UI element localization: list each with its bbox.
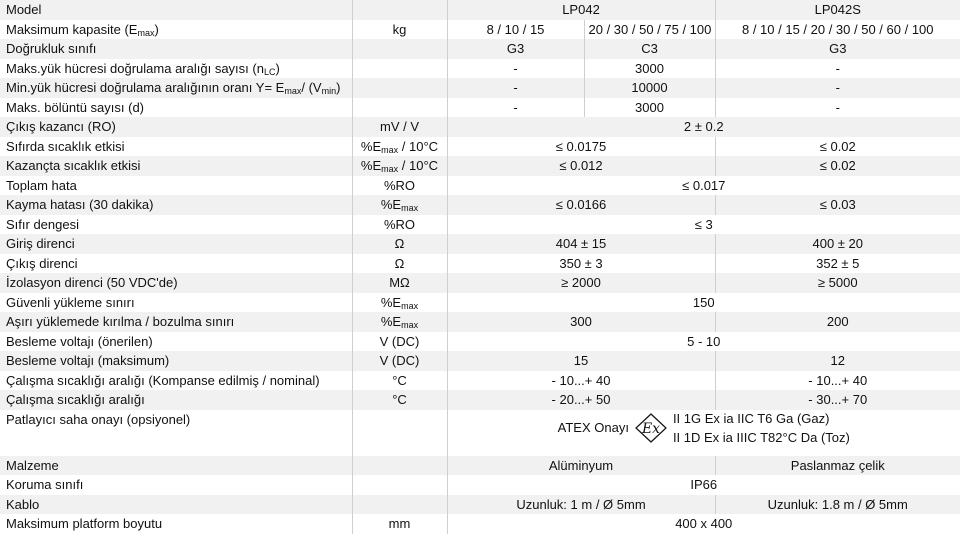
material-lp042s: Paslanmaz çelik	[715, 456, 960, 476]
unit-output-res: Ω	[352, 254, 447, 274]
label-output: Çıkış kazancı (RO)	[0, 117, 352, 137]
divisions-lp042-a: -	[447, 98, 584, 118]
label-temp-operating: Çalışma sıcaklığı aralığı	[0, 390, 352, 410]
unit-input-res: Ω	[352, 234, 447, 254]
row-supply-recommended	[0, 332, 960, 352]
label-temp-compensated: Çalışma sıcaklığı aralığı (Kompanse edilmiş / nominal)	[0, 371, 352, 391]
row-input-res	[0, 234, 960, 254]
label-ratio: Min.yük hücresi doğrulama aralığının oranı $Y= E_{max}/$ $(V_{min})$	[0, 78, 352, 98]
unit-temp-compensated: °C	[352, 371, 447, 391]
row-output-res	[0, 254, 960, 274]
supply-recommended-value: 5 - 10	[687, 333, 721, 349]
label-zero-balance: Sıfır dengesi	[0, 215, 352, 235]
svg-text:Ex: Ex	[641, 420, 660, 437]
row-accuracy	[0, 39, 960, 59]
capacity-lp042-b: 20 / 30 / 50 / 75 / 100	[584, 20, 715, 40]
temp-operating-lp042s: - 30...+ 70	[715, 390, 960, 410]
row-supply-max	[0, 351, 960, 371]
platform-value: 400 x 400	[675, 516, 733, 532]
label-divisions: Maks. bölüntü sayısı (d)	[0, 98, 352, 118]
supply-max-lp042: 15	[447, 351, 715, 371]
label-supply-max: Besleme voltajı (maksimum)	[0, 351, 352, 371]
nlc-lp042s: -	[835, 60, 840, 76]
creep-lp042: ≤ 0.0166	[447, 195, 715, 215]
label-model: Model	[0, 0, 352, 20]
label-capacity: Maksimum kapasite $(E_{max})$	[0, 20, 352, 40]
row-divisions	[0, 98, 960, 118]
row-zero-balance	[0, 215, 960, 235]
input-res-lp042: 404 ± 15	[447, 234, 715, 254]
ratio-lp042s: -	[715, 78, 960, 98]
unit-capacity: kg	[352, 20, 447, 40]
atex-approval	[447, 410, 960, 456]
row-capacity	[0, 20, 960, 40]
ratio-lp042-b: 10000	[584, 78, 715, 98]
label-creep: Kayma hatası (30 dakika)	[0, 195, 352, 215]
nlc-lp042-b: 3000	[584, 59, 715, 79]
model-lp042: LP042	[447, 0, 715, 20]
insulation-lp042s: ≥ 5000	[715, 273, 960, 293]
total-error-value: ≤ 0.017	[682, 177, 726, 193]
temp-compensated-lp042s: - 10...+ 40	[808, 372, 868, 388]
row-total-error	[0, 176, 960, 196]
capacity-lp042s: 8 / 10 / 15 / 20 / 30 / 50 / 60 / 100	[741, 21, 934, 37]
unit-safe-load: $\%E_{max}$	[352, 293, 447, 313]
protection-value: IP66	[690, 477, 718, 493]
label-material: Malzeme	[0, 456, 352, 476]
unit-platform: mm	[352, 514, 447, 534]
label-protection: Koruma sınıfı	[0, 475, 352, 495]
accuracy-lp042-a: G3	[447, 39, 584, 59]
unit-temp-operating: °C	[352, 390, 447, 410]
unit-supply-recommended: V (DC)	[352, 332, 447, 352]
unit-creep: $\%E_{max}$	[352, 195, 447, 215]
row-zero-temp	[0, 137, 960, 157]
unit-zero-temp: $\%E_{max} / 10^\circ C$	[352, 137, 447, 157]
accuracy-lp042-b: C3	[584, 39, 715, 59]
safe-load-value: 150	[692, 294, 715, 310]
label-output-res: Çıkış direnci	[0, 254, 352, 274]
label-zero-temp: Sıfırda sıcaklık etkisi	[0, 137, 352, 157]
label-gain-temp: Kazançta sıcaklık etkisi	[0, 156, 352, 176]
row-nlc	[0, 59, 960, 79]
row-temp-operating	[0, 390, 960, 410]
row-creep	[0, 195, 960, 215]
break-load-lp042s: 200	[715, 312, 960, 332]
capacity-lp042-a: 8 / 10 / 15	[447, 20, 584, 40]
cable-lp042: Uzunluk: 1 m / Ø 5mm	[447, 495, 715, 515]
supply-max-lp042s: 12	[715, 351, 960, 371]
atex-gas-line: II 1G Ex ia IIC T6 Ga (Gaz)	[672, 410, 830, 426]
atex-dust-line: II 1D Ex ia IIIC T82°C Da (Toz)	[672, 429, 850, 445]
unit-gain-temp: $\%E_{max} / 10^\circ C$	[352, 156, 447, 176]
zero-balance-value: ≤ 3	[694, 216, 713, 232]
label-insulation: İzolasyon direnci (50 VDC'de)	[0, 273, 352, 293]
unit-insulation: MΩ	[352, 273, 447, 293]
row-cable	[0, 495, 960, 515]
zero-temp-lp042: ≤ 0.0175	[447, 137, 715, 157]
row-gain-temp	[0, 156, 960, 176]
gain-temp-lp042: ≤ 0.012	[447, 156, 715, 176]
row-material	[0, 456, 960, 476]
row-model	[0, 0, 960, 20]
insulation-lp042: ≥ 2000	[447, 273, 715, 293]
divisions-lp042-b: 3000	[584, 98, 715, 118]
atex-name: ATEX Onayı	[557, 420, 629, 435]
accuracy-lp042s: G3	[715, 39, 960, 59]
label-atex: Patlayıcı saha onayı (opsiyonel)	[0, 410, 352, 456]
unit-supply-max: V (DC)	[352, 351, 447, 371]
row-break-load	[0, 312, 960, 332]
label-total-error: Toplam hata	[0, 176, 352, 196]
ex-icon	[635, 413, 667, 443]
temp-compensated-lp042: - 10...+ 40	[447, 371, 715, 391]
label-platform: Maksimum platform boyutu	[0, 514, 352, 534]
unit-total-error: %RO	[352, 176, 447, 196]
label-supply-recommended: Besleme voltajı (önerilen)	[0, 332, 352, 352]
output-res-lp042: 350 ± 3	[447, 254, 715, 274]
unit-break-load: $\%E_{max}$	[352, 312, 447, 332]
row-protection	[0, 475, 960, 495]
label-safe-load: Güvenli yükleme sınırı	[0, 293, 352, 313]
creep-lp042s: ≤ 0.03	[715, 195, 960, 215]
temp-operating-lp042: - 20...+ 50	[447, 390, 715, 410]
gain-temp-lp042s: ≤ 0.02	[715, 156, 960, 176]
row-atex	[0, 410, 960, 456]
row-ratio	[0, 78, 960, 98]
divisions-lp042s: -	[835, 99, 840, 115]
output-res-lp042s: 352 ± 5	[816, 255, 860, 271]
unit-zero-balance: %RO	[352, 215, 447, 235]
input-res-lp042s: 400 ± 20	[715, 234, 960, 254]
row-safe-load	[0, 293, 960, 313]
output-value: 2 ± 0.2	[447, 117, 960, 137]
zero-temp-lp042s: ≤ 0.02	[819, 138, 856, 154]
unit-output: mV / V	[352, 117, 447, 137]
label-break-load: Aşırı yüklemede kırılma / bozulma sınırı	[0, 312, 352, 332]
row-insulation	[0, 273, 960, 293]
cable-lp042s: Uzunluk: 1.8 m / Ø 5mm	[715, 495, 960, 515]
break-load-lp042: 300	[447, 312, 715, 332]
row-temp-compensated	[0, 371, 960, 391]
model-lp042s: LP042S	[715, 0, 960, 20]
nlc-lp042-a: -	[447, 59, 584, 79]
label-accuracy: Doğrukluk sınıfı	[0, 39, 352, 59]
label-input-res: Giriş direnci	[0, 234, 352, 254]
material-lp042: Alüminyum	[447, 456, 715, 476]
row-output	[0, 117, 960, 137]
label-cable: Kablo	[0, 495, 352, 515]
label-nlc: Maks.yük hücresi doğrulama aralığı sayısı $(n_{LC})$	[0, 59, 352, 79]
ratio-lp042-a: -	[447, 78, 584, 98]
row-platform	[0, 514, 960, 534]
